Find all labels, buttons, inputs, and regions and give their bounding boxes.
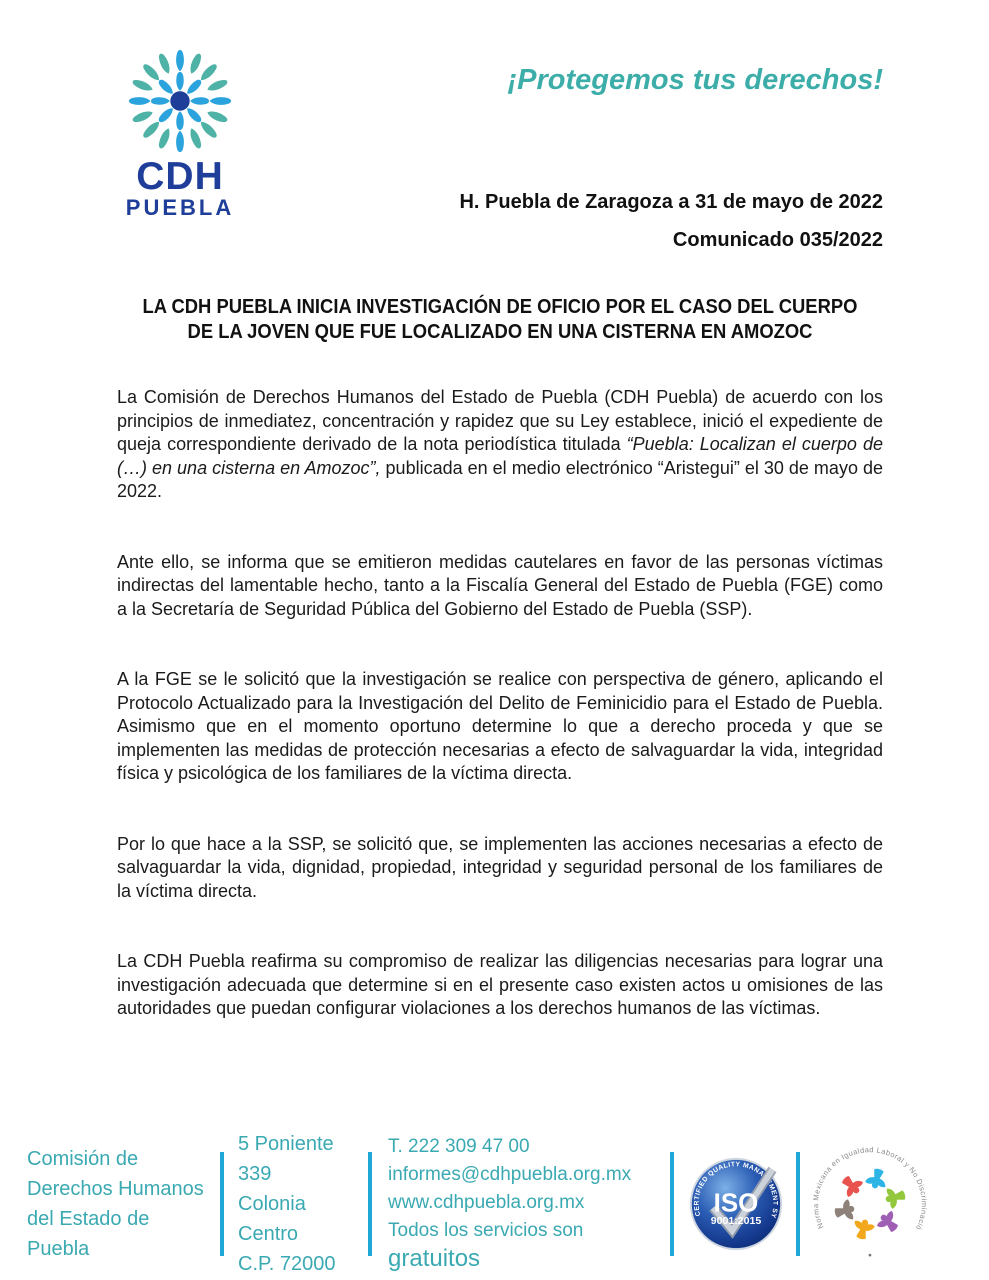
bulletin-number: Comunicado 035/2022 — [672, 229, 883, 251]
paragraph-4: Por lo que hace a la SSP, se solicitó que, se implementen las acciones necesarias a efecto de salvaguardar la vida, dignidad, propiedad, integridad y seguridad personal de los familiares de la víctima directa. — [117, 833, 883, 901]
phone-number: T. 222 309 47 00 — [388, 1136, 530, 1157]
footer-divider — [220, 1152, 224, 1256]
website-url: www.cdhpuebla.org.mx — [388, 1192, 585, 1213]
tagline: ¡Protegemos tus derechos! — [507, 64, 883, 96]
svg-text:Norma Mexicana en Igualdad Lab — [811, 1145, 929, 1232]
org-line: Derechos Humanos — [27, 1178, 204, 1200]
paragraph-2: Ante ello, se informa que se emitieron medidas cautelares en favor de las personas víctimas indirectas del lamentable hecho, tanto a la Fiscalía General del Estado de Puebla (FGE) como a la Secretaría de Seguridad Pública del Gobierno del Estado de Puebla (SSP). — [117, 551, 883, 619]
equality-ring-text: Norma Mexicana en Igualdad Laboral y No Discriminación — [811, 1145, 929, 1232]
footer-divider — [796, 1152, 800, 1256]
email-address: informes@cdhpuebla.org.mx — [388, 1164, 632, 1185]
logo-acronym: CDH — [136, 155, 224, 198]
paragraph-1-quoted-headline: “Puebla: Localizan el cuerpo de (…) en una cisterna en Amozoc”, — [117, 434, 884, 478]
org-name — [27, 1144, 215, 1264]
services-note — [388, 1217, 660, 1275]
body-text — [0, 386, 989, 1021]
equality-seal-dot: • — [868, 1250, 872, 1262]
paragraph-1-text-end: publicada en el medio electrónico “Aristegui” el 30 de mayo de 2022. — [117, 457, 883, 501]
press-release-title — [80, 295, 920, 344]
header-right — [459, 50, 883, 252]
services-note-prefix: Todos los servicios son — [388, 1220, 584, 1241]
header — [0, 0, 989, 252]
equality-seal-icon — [812, 1145, 928, 1263]
cdh-flower-logo-icon — [128, 50, 232, 152]
paragraph-1-text: La Comisión de Derechos Humanos del Estado de Puebla (CDH Puebla) de acuerdo con los principios de inmediatez, concentración y rapidez que su Ley establece, inició el expediente de queja correspondiente derivado de la nota periodística titulada — [117, 387, 883, 454]
org-line: del Estado de Puebla — [27, 1208, 150, 1260]
iso-ring-text: CERTIFIED QUALITY MANAGEMENT SYSTEM — [684, 1151, 779, 1220]
paragraph-3: A la FGE se le solicitó que la investigación se realice con perspectiva de género, aplicando el Protocolo Actualizado para la Investigación del Delito de Feminicidio para el Estado de Puebla. Asimismo que en el momento oportuno determine lo que a derecho proceda y que se implementen las medidas de protección necesarias a efecto de salvaguardar la vida, integridad física y psicológica de los familiares de la víctima directa. — [117, 669, 883, 783]
cdh-logo — [120, 50, 240, 252]
paragraph-5: La CDH Puebla reafirma su compromiso de realizar las diligencias necesarias para lograr una investigación adecuada que determine si en el presente caso existen actos u omisiones de las autoridades que puedan configurar violaciones a los derechos humanos de las víctimas. — [117, 951, 883, 1018]
org-line: Comisión de — [27, 1148, 139, 1170]
address-line: 5 Poniente 339 — [238, 1133, 334, 1185]
logo-region: PUEBLA — [125, 195, 235, 220]
iso-name: ISO — [713, 1189, 759, 1218]
address-line: C.P. 72000 — [238, 1253, 336, 1275]
title-line-1: LA CDH PUEBLA INICIA INVESTIGACIÓN DE OFICIO POR EL CASO DEL CUERPO — [142, 296, 858, 318]
dateline: H. Puebla de Zaragoza a 31 de mayo de 2022 — [459, 191, 883, 213]
iso-9001-seal-icon — [684, 1151, 784, 1254]
footer-divider — [368, 1152, 372, 1256]
title-line-2: DE LA JOVEN QUE FUE LOCALIZADO EN UNA CISTERNA EN AMOZOC — [187, 320, 813, 343]
address-line: Colonia Centro — [238, 1193, 306, 1245]
iso-standard: 9001:2015 — [710, 1215, 762, 1228]
services-note-emphasis: gratuitos — [388, 1245, 481, 1272]
footer — [0, 1133, 989, 1275]
address-block — [238, 1129, 360, 1279]
footer-divider — [670, 1152, 674, 1256]
paragraph-1 — [117, 386, 883, 504]
contact-block — [388, 1133, 660, 1275]
